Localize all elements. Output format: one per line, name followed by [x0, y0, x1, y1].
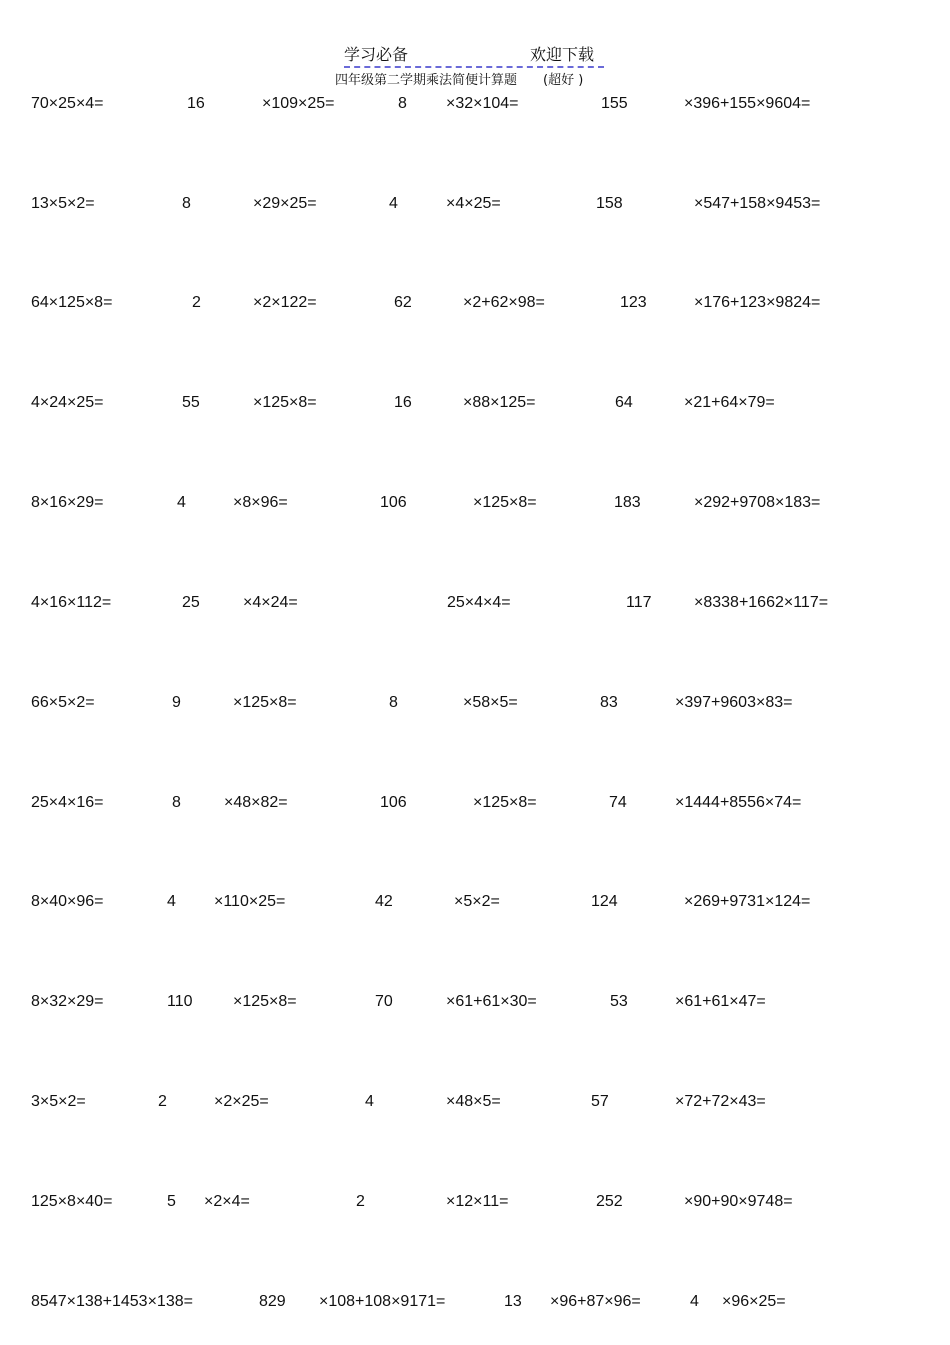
problem-cell: ×125×8= — [473, 794, 537, 811]
problem-cell: 57 — [591, 1093, 609, 1110]
problem-cell: ×396+155×9604= — [684, 95, 811, 112]
problem-cell: ×96+87×96= — [550, 1293, 641, 1310]
problem-cell: 64×125×8= — [31, 294, 113, 311]
problem-cell: 2 — [158, 1093, 167, 1110]
problem-cell: 125×8×40= — [31, 1193, 113, 1210]
problem-row — [0, 293, 950, 313]
problem-cell: 8 — [182, 195, 191, 212]
problem-cell: ×292+9708×183= — [694, 494, 821, 511]
problem-cell: ×61+61×47= — [675, 993, 766, 1010]
problem-cell: 8×32×29= — [31, 993, 104, 1010]
problem-cell: 70×25×4= — [31, 95, 104, 112]
problem-cell: 158 — [596, 195, 623, 212]
problem-cell: ×48×5= — [446, 1093, 501, 1110]
problem-cell: 8×40×96= — [31, 893, 104, 910]
problem-cell: 5 — [167, 1193, 176, 1210]
problem-cell: 55 — [182, 394, 200, 411]
problem-row — [0, 1092, 950, 1112]
problem-cell: 25×4×16= — [31, 794, 104, 811]
problem-cell: ×110×25= — [214, 893, 286, 910]
problem-row — [0, 194, 950, 214]
problem-row — [0, 493, 950, 513]
problem-cell: ×29×25= — [253, 195, 317, 212]
problem-cell: ×125×8= — [233, 694, 297, 711]
problem-cell: 4 — [389, 195, 398, 212]
problem-cell: 106 — [380, 494, 407, 511]
problem-row — [0, 593, 950, 613]
problem-row — [0, 793, 950, 813]
problem-cell: 4 — [365, 1093, 374, 1110]
problem-cell: ×108+108×9171= — [319, 1293, 446, 1310]
problem-cell: 183 — [614, 494, 641, 511]
problem-cell: 8 — [398, 95, 407, 112]
problem-row — [0, 94, 950, 114]
problem-cell: 83 — [600, 694, 618, 711]
problem-cell: 66×5×2= — [31, 694, 95, 711]
problem-cell: ×125×8= — [233, 993, 297, 1010]
problem-cell: 16 — [187, 95, 205, 112]
problem-cell: 42 — [375, 893, 393, 910]
problem-cell: 8 — [389, 694, 398, 711]
problem-cell: ×109×25= — [262, 95, 335, 112]
worksheet-title — [335, 69, 583, 88]
problem-cell: ×21+64×79= — [684, 394, 775, 411]
problem-cell: ×32×104= — [446, 95, 519, 112]
page-header — [344, 40, 604, 68]
problem-cell: ×72+72×43= — [675, 1093, 766, 1110]
problem-cell: ×4×24= — [243, 594, 298, 611]
problem-cell: ×8×96= — [233, 494, 288, 511]
header-left-text: 学习必备 — [344, 45, 409, 64]
problem-cell: 8 — [172, 794, 181, 811]
problem-cell: 25×4×4= — [447, 594, 511, 611]
problem-cell: 13 — [504, 1293, 522, 1310]
problem-cell: 124 — [591, 893, 618, 910]
problem-cell: ×125×8= — [253, 394, 317, 411]
problem-cell: 106 — [380, 794, 407, 811]
problem-cell: ×8338+1662×117= — [694, 594, 829, 611]
problem-cell: ×125×8= — [473, 494, 537, 511]
problem-cell: 829 — [259, 1293, 286, 1310]
problem-cell: 4×24×25= — [31, 394, 104, 411]
problem-cell: ×269+9731×124= — [684, 893, 811, 910]
problem-cell: ×4×25= — [446, 195, 501, 212]
problem-row — [0, 1192, 950, 1212]
problem-cell: ×547+158×9453= — [694, 195, 821, 212]
problem-cell: ×88×125= — [463, 394, 536, 411]
problem-cell: 4×16×112= — [31, 594, 112, 611]
problem-cell: 4 — [167, 893, 176, 910]
problem-cell: 2 — [192, 294, 201, 311]
problem-cell: 64 — [615, 394, 633, 411]
problem-cell: ×2×25= — [214, 1093, 269, 1110]
problem-cell: 53 — [610, 993, 628, 1010]
problem-cell: ×48×82= — [224, 794, 288, 811]
problem-cell: 74 — [609, 794, 627, 811]
problem-cell: 8547×138+1453×138= — [31, 1293, 193, 1310]
problem-cell: 13×5×2= — [31, 195, 95, 212]
problem-cell: ×5×2= — [454, 893, 500, 910]
problem-cell: 252 — [596, 1193, 623, 1210]
problem-cell: 25 — [182, 594, 200, 611]
problem-cell: 70 — [375, 993, 393, 1010]
problem-row — [0, 1292, 950, 1312]
problem-row — [0, 393, 950, 413]
problem-cell: 4 — [690, 1293, 699, 1310]
problem-cell: ×90+90×9748= — [684, 1193, 793, 1210]
problem-cell: 62 — [394, 294, 412, 311]
problem-cell: 4 — [177, 494, 186, 511]
problem-cell: ×2×4= — [204, 1193, 250, 1210]
problem-cell: 16 — [394, 394, 412, 411]
problem-cell: ×2+62×98= — [463, 294, 545, 311]
problem-cell: ×96×25= — [722, 1293, 786, 1310]
problem-cell: ×1444+8556×74= — [675, 794, 802, 811]
problem-row — [0, 992, 950, 1012]
problem-cell: ×12×11= — [446, 1193, 509, 1210]
worksheet-title-note: (超好 ) — [543, 73, 584, 88]
problem-cell: ×2×122= — [253, 294, 317, 311]
problem-cell: ×58×5= — [463, 694, 518, 711]
header-right-text: 欢迎下载 — [530, 45, 595, 64]
worksheet-title-text: 四年级第二学期乘法简便计算题 — [335, 73, 518, 88]
problem-cell: 117 — [626, 594, 652, 611]
problem-cell: 123 — [620, 294, 647, 311]
problem-row — [0, 892, 950, 912]
problem-cell: 110 — [167, 993, 193, 1010]
problem-cell: ×61+61×30= — [446, 993, 537, 1010]
problem-cell: 155 — [601, 95, 628, 112]
problem-cell: ×176+123×9824= — [694, 294, 821, 311]
problem-row — [0, 693, 950, 713]
problem-cell: 9 — [172, 694, 181, 711]
problem-cell: ×397+9603×83= — [675, 694, 793, 711]
problem-cell: 3×5×2= — [31, 1093, 86, 1110]
problem-cell: 8×16×29= — [31, 494, 104, 511]
problem-cell: 2 — [356, 1193, 365, 1210]
